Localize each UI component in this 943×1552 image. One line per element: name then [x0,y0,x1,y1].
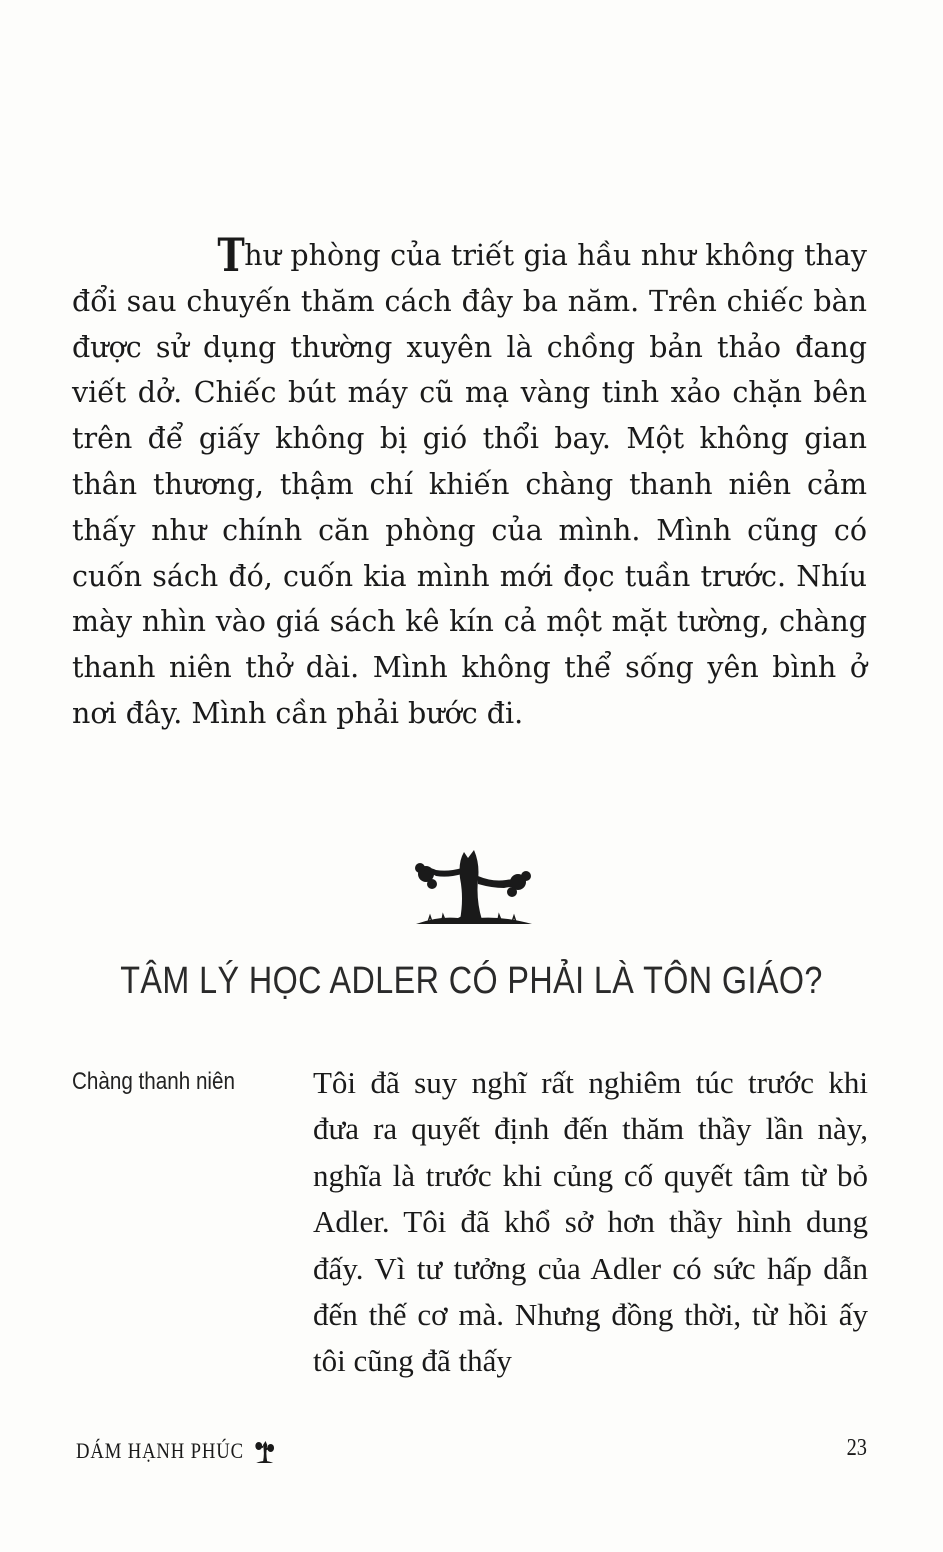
page-number: 23 [846,1435,867,1461]
intro-paragraph [72,228,867,737]
running-footer [76,1437,276,1465]
tree-ornament-icon [408,848,536,928]
section-title: TÂM LÝ HỌC ADLER CÓ PHẢI LÀ TÔN GIÁO? [120,960,823,1002]
speaker-label: Chàng thanh niên [72,1068,235,1095]
book-title: DÁM HẠNH PHÚC [76,1438,244,1463]
drop-cap: T [217,228,245,282]
tree-small-icon [252,1437,276,1465]
dialogue-text: Tôi đã suy nghĩ rất nghiêm túc trước khi đưa ra quyết định đến thăm thầy lần này, nghĩa là trước khi củng cố quyết tâm từ bỏ Adler. Tôi đã khổ sở hơn thầy hình dung đấy. Vì tư tưởng của Adler có sức hấp dẫn đến thế cơ mà. Nhưng đồng thời, từ hồi ấy tôi cũng đã thấy [313,1065,868,1379]
intro-paragraph-text: hư phòng của triết gia hầu như không thay đổi sau chuyến thăm cách đây ba năm. Trên chiếc bàn được sử dụng thường xuyên là chồng bản thảo đang viết dở. Chiếc bút máy cũ mạ vàng tinh xảo chặn bên trên để giấy không bị gió thổi bay. Một không gian thân thương, thậm chí khiến chàng thanh niên cảm thấy như chính căn phòng của mình. Mình cũng có cuốn sách đó, cuốn kia mình mới đọc tuần trước. Nhíu mày nhìn vào giá sách kê kín cả một mặt tường, chàng thanh niên thở dài. Mình không thể sống yên bình ở nơi đây. Mình cần phải bước đi. [72,239,867,730]
